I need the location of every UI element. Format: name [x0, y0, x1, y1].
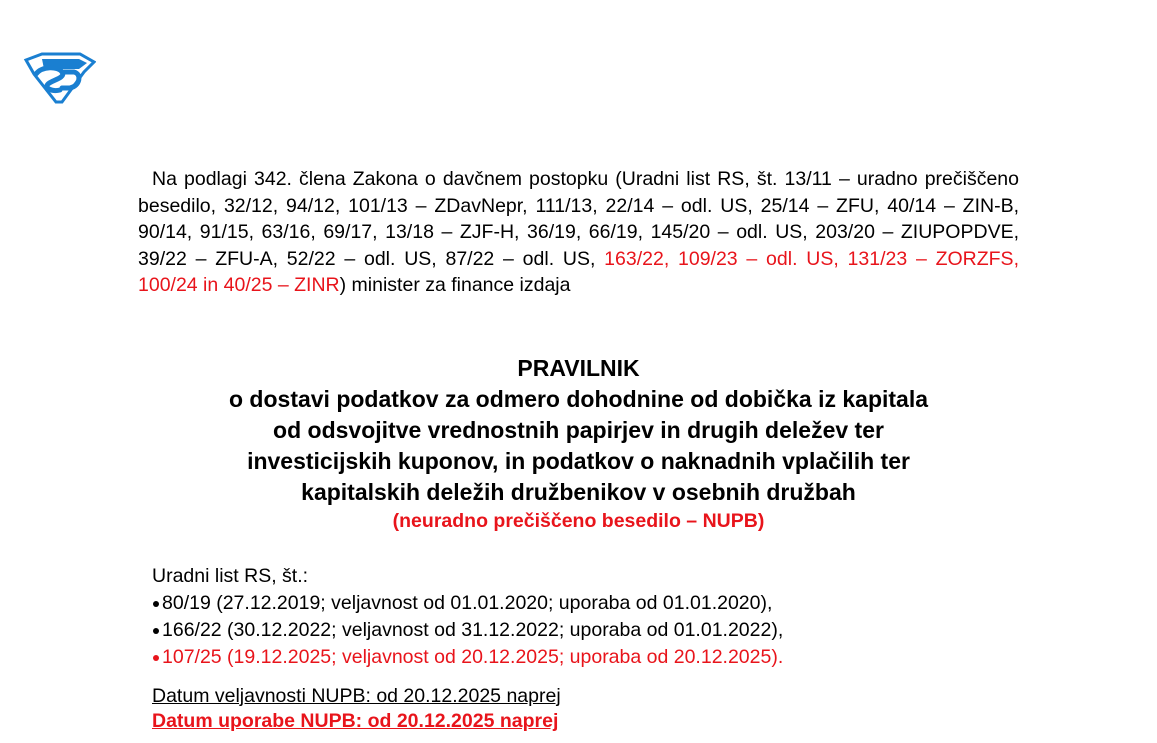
gazette-item-highlighted — [152, 644, 783, 671]
gazette-item — [152, 590, 783, 617]
bullet-icon — [153, 601, 159, 607]
bullet-icon — [153, 628, 159, 634]
validity-dates — [152, 684, 561, 734]
gazette-list — [152, 563, 783, 671]
document-subtitle-line-3: investicijskih kuponov, in podatkov o naknadnih vplačilih ter — [247, 448, 910, 474]
gazette-item-text: 166/22 (30.12.2022; veljavnost od 31.12.2022; uporaba od 01.01.2022), — [162, 619, 784, 641]
preamble-text-end: ) minister za finance izdaja — [339, 274, 571, 296]
document-subtitle-line-1: o dostavi podatkov za odmero dohodnine od dobička iz kapitala — [228, 386, 929, 412]
document-subtitle-line-4: kapitalskih deležih družbenikov v osebnih družbah — [301, 479, 856, 505]
validity-date-line: Datum veljavnosti NUPB: od 20.12.2025 naprej — [152, 685, 561, 707]
application-date-line: Datum uporabe NUPB: od 20.12.2025 naprej — [152, 710, 559, 732]
gazette-item-text: 80/19 (27.12.2019; veljavnost od 01.01.2020; uporaba od 01.01.2020), — [162, 592, 773, 614]
sd-logo — [22, 50, 96, 104]
gazette-item — [152, 617, 783, 644]
bullet-icon — [153, 655, 159, 661]
preamble-text: Na podlagi 342. člena Zakona o davčnem postopku (Uradni list RS, št. 13/11 – uradno prečiščeno besedilo, 32/12, 94/12, 101/13 – ZDavNepr, 111/13, 22/14 – odl. US, 25/14 – ZFU, 40/14 – ZIN-B, 90/14, 91/15, 63/16, 69/17, 13/18 – ZJF-H, 36/19, 66/19, 145/20 – odl. US, 203/20 – ZIUPOPDVE, 39/22 – ZFU-A, 52/22 – odl. US, 87/22 – odl. US, — [138, 168, 1019, 270]
sd-shield-logo-icon — [22, 50, 96, 104]
document-title-block — [138, 352, 1019, 534]
preamble-paragraph — [138, 166, 1019, 299]
unofficial-consolidated-note: (neuradno prečiščeno besedilo – NUPB) — [392, 510, 765, 532]
gazette-item-text: 107/25 (19.12.2025; veljavnost od 20.12.2025; uporaba od 20.12.2025). — [162, 646, 784, 668]
document-title: PRAVILNIK — [517, 355, 640, 381]
preamble-amendments-highlight: 163/22, 109/23 – odl. US, 131/23 – ZORZFS, 100/24 in 40/25 – ZINR — [138, 247, 1019, 296]
document-subtitle-line-2: od odsvojitve vrednostnih papirjev in drugih deležev ter — [273, 417, 884, 443]
gazette-heading: Uradni list RS, št.: — [152, 565, 309, 587]
